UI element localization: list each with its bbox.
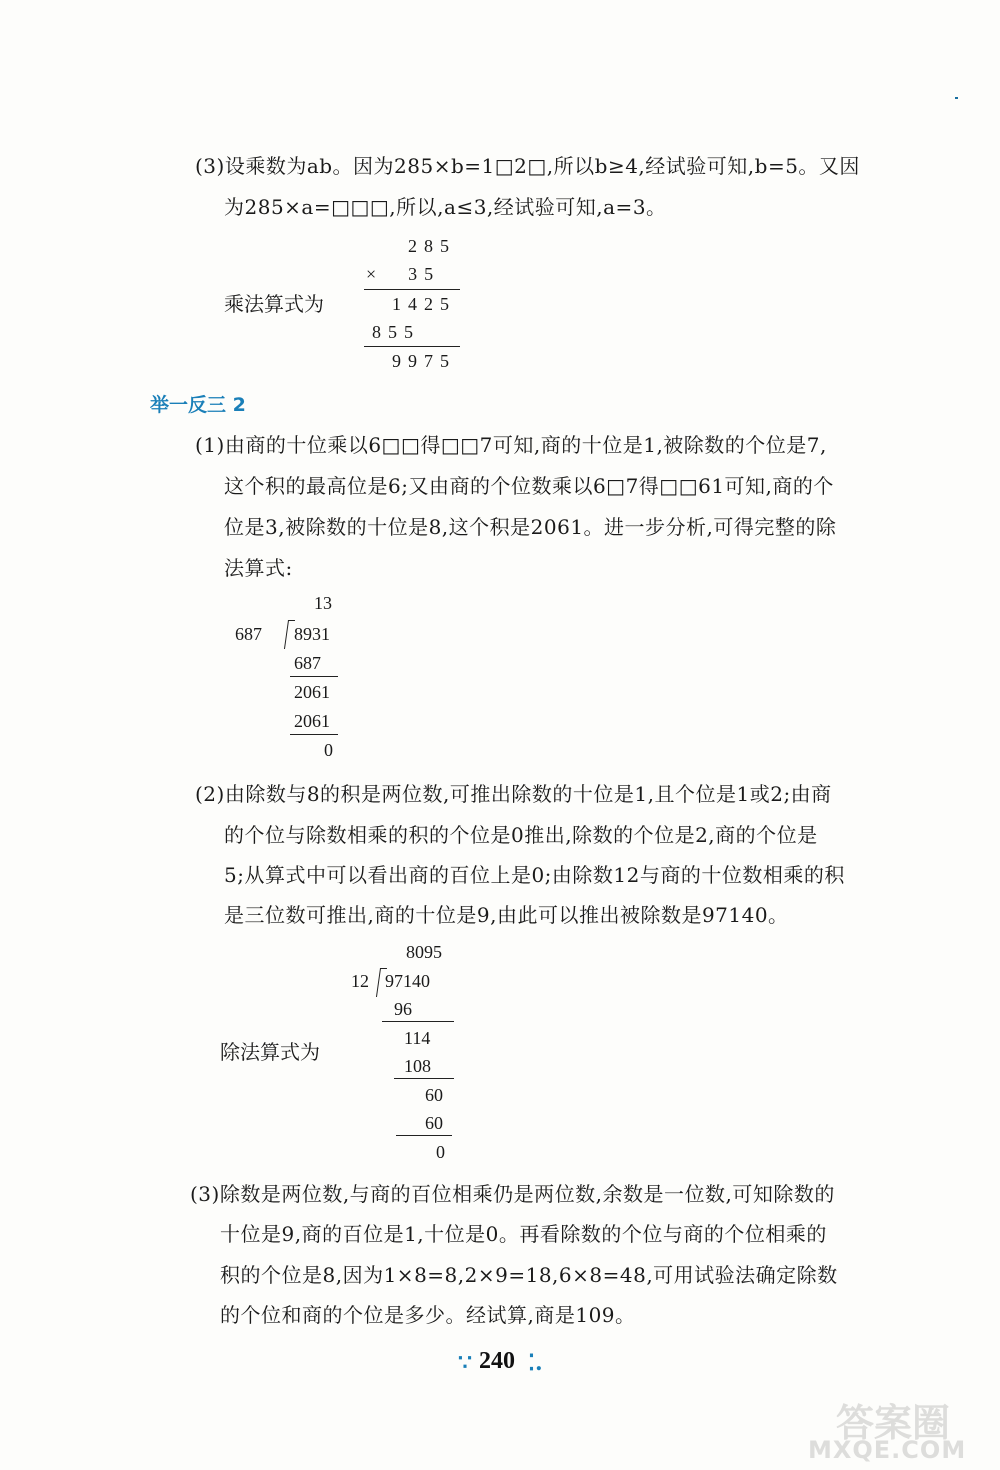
division-2-dividend: 97140 (385, 971, 430, 991)
division-1-dividend: 8931 (294, 624, 330, 644)
division-2-rule-3 (396, 1135, 452, 1136)
problem3-line-1: (3)除数是两位数,与商的百位相乘仍是两位数,余数是一位数,可知除数的 (190, 1182, 835, 1206)
division-2-step-2: 114 (404, 1028, 431, 1048)
division-1-step-2: 2061 (294, 682, 330, 702)
problem2-line-3: 5;从算式中可以看出商的百位上是0;由除数12与商的十位数相乘的积 (224, 863, 845, 887)
division-2-step-3: 108 (404, 1056, 431, 1076)
division-2-step-5: 60 (425, 1113, 443, 1133)
page-number: 240 (479, 1348, 515, 1374)
watermark-logo-icon: 答案圈 (836, 1401, 951, 1445)
division-1-rule-2 (290, 734, 338, 735)
division-1-quotient: 13 (314, 593, 332, 613)
part3-line-1: (3)设乘数为ab。因为285×b=1□2□,所以b≥4,经试验可知,b=5。又因 (195, 154, 860, 178)
division-2-rule-1 (382, 1021, 454, 1022)
division-1-step-3: 2061 (294, 711, 330, 731)
problem3-line-4: 的个位和商的个位是多少。经试算,商是109。 (220, 1303, 636, 1327)
division-2-quotient: 8095 (406, 942, 442, 962)
problem2-line-2: 的个位与除数相乘的积的个位是0推出,除数的个位是2,商的个位是 (224, 823, 818, 847)
division-2-step-4: 60 (425, 1085, 443, 1105)
multiplicand: 285 (408, 236, 456, 256)
section-heading: 举一反三 2 (150, 394, 246, 416)
division-1-remainder: 0 (324, 740, 333, 760)
problem3-line-3: 积的个位是8,因为1×8=8,2×9=18,6×8=48,可用试验法确定除数 (220, 1263, 838, 1287)
division-2-remainder: 0 (436, 1142, 445, 1162)
division-1-rule-1 (290, 676, 338, 677)
page-number-left-dots-icon: ∵ (458, 1350, 472, 1376)
partial-product-1: 1425 (392, 294, 456, 314)
multiplier: × 35 (366, 264, 441, 284)
multiplication-rule-1 (364, 289, 460, 290)
problem2-line-1: (2)由除数与8的积是两位数,可推出除数的十位是1,且个位是1或2;由商 (195, 782, 832, 806)
page-number-right-dots-icon: ⁚. (528, 1350, 543, 1376)
problem2-line-4: 是三位数可推出,商的十位是9,由此可以推出被除数是97140。 (224, 903, 789, 927)
division-1-divisor: 687 (235, 624, 262, 644)
product: 9975 (392, 351, 456, 371)
division-2-step-1: 96 (394, 999, 412, 1019)
problem1-line-1: (1)由商的十位乘以6□□得□□7可知,商的十位是1,被除数的个位是7, (195, 433, 827, 457)
watermark-site-icon: MXQE.COM (808, 1436, 967, 1464)
multiplication-label: 乘法算式为 (224, 292, 324, 316)
problem1-line-4: 法算式: (224, 556, 293, 580)
partial-product-2: 855 (372, 322, 420, 342)
division-2-divisor: 12 (351, 971, 369, 991)
problem1-line-2: 这个积的最高位是6;又由商的个位数乘以6□7得□□61可知,商的个 (224, 474, 834, 498)
part3-line-2: 为285×a=□□□,所以,a≤3,经试验可知,a=3。 (224, 195, 667, 219)
division-label: 除法算式为 (220, 1040, 320, 1064)
corner-speck-icon (955, 97, 958, 99)
problem1-line-3: 位是3,被除数的十位是8,这个积是2061。进一步分析,可得完整的除 (224, 515, 837, 539)
division-1-step-1: 687 (294, 653, 321, 673)
division-2-rule-2 (394, 1078, 454, 1079)
problem3-line-2: 十位是9,商的百位是1,十位是0。再看除数的个位与商的个位相乘的 (220, 1222, 827, 1246)
multiplication-rule-2 (364, 346, 460, 347)
